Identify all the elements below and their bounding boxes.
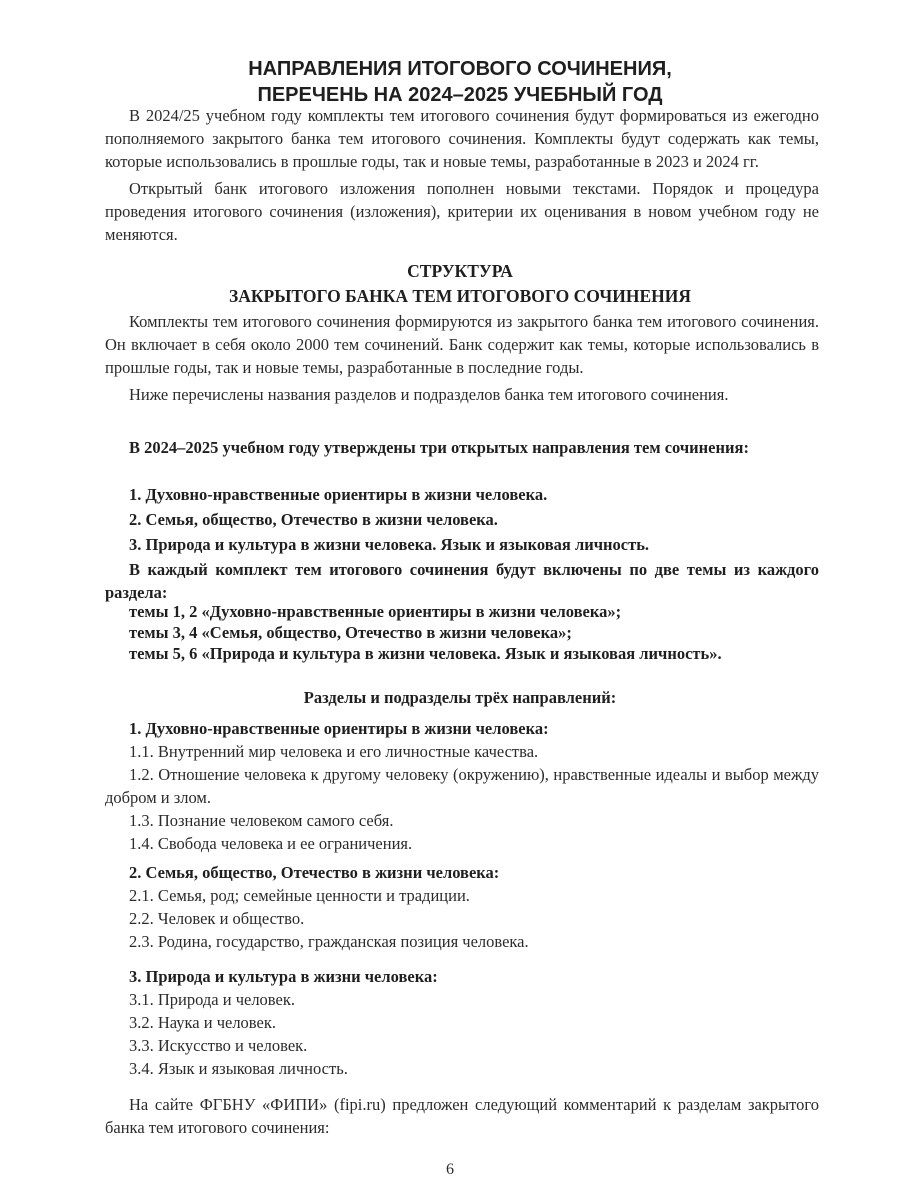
subsection-item: 3.1. Природа и человек. xyxy=(129,990,295,1009)
directions-intro xyxy=(105,436,819,459)
subsection-item: 1.1. Внутренний мир человека и его личностные качества. xyxy=(129,742,539,761)
intro-block xyxy=(105,104,819,246)
subsection-item: 2.3. Родина, государство, гражданская позиция человека. xyxy=(129,932,529,951)
subsection-item: 1.3. Познание человеком самого себя. xyxy=(129,811,394,830)
section-1-title: 1. Духовно-нравственные ориентиры в жизни человека: xyxy=(129,719,549,738)
structure-heading-line-1: СТРУКТУРА xyxy=(407,261,513,281)
intro-paragraph-1: В 2024/25 учебном году комплекты тем итогового сочинения будут формироваться из ежегодно пополняемого закрытого банка тем итогового сочинения. Комплекты будут содержать как темы, которые использовались в прошлые годы, так и новые темы, разработанные в 2023 и 2024 гг. xyxy=(105,106,819,171)
page-number: 6 xyxy=(446,1161,454,1178)
footer-block xyxy=(105,1093,819,1139)
topics-intro-text: В каждый комплект тем итогового сочинения будут включены по две темы из каждого раздела: xyxy=(105,560,819,602)
page-title-line-1: НАПРАВЛЕНИЯ ИТОГОВОГО СОЧИНЕНИЯ, xyxy=(248,58,672,80)
subsection-item: 2.2. Человек и общество. xyxy=(129,909,305,928)
structure-paragraph-1: Комплекты тем итогового сочинения формируются из закрытого банка тем итогового сочинения. Он включает в себя около 2000 тем сочинений. Банк содержит как темы, которые использовались в прошлые годы, так и новые темы, разработанные в последние годы. xyxy=(105,312,819,377)
intro-paragraph-2: Открытый банк итогового изложения пополнен новыми текстами. Порядок и процедура проведения итогового сочинения (изложения), критерии их оценивания в новом учебном году не меняются. xyxy=(105,179,819,244)
topic-line: темы 5, 6 «Природа и культура в жизни человека. Язык и языковая личность». xyxy=(129,644,722,663)
direction-item: 1. Духовно-нравственные ориентиры в жизни человека. xyxy=(129,485,548,504)
subsection-item-wrap xyxy=(105,763,819,809)
subsection-item: 2.1. Семья, род; семейные ценности и традиции. xyxy=(129,886,470,905)
topics-intro xyxy=(105,558,819,604)
subsection-item: 1.2. Отношение человека к другому человеку (окружению), нравственные идеалы и выбор между добром и злом. xyxy=(105,765,819,807)
subsection-item: 3.4. Язык и языковая личность. xyxy=(129,1059,348,1078)
direction-item: 2. Семья, общество, Отечество в жизни человека. xyxy=(129,510,498,529)
page-title-line-2: ПЕРЕЧЕНЬ НА 2024–2025 УЧЕБНЫЙ ГОД xyxy=(257,84,663,106)
subsection-item: 3.3. Искусство и человек. xyxy=(129,1036,308,1055)
direction-item: 3. Природа и культура в жизни человека. Язык и языковая личность. xyxy=(129,535,650,554)
sections-heading: Разделы и подразделы трёх направлений: xyxy=(303,688,617,707)
structure-intro-block xyxy=(105,310,819,406)
subsection-item: 1.4. Свобода человека и ее ограничения. xyxy=(129,834,413,853)
section-2-title: 2. Семья, общество, Отечество в жизни человека: xyxy=(129,863,500,882)
subsection-item: 3.2. Наука и человек. xyxy=(129,1013,276,1032)
topic-line: темы 3, 4 «Семья, общество, Отечество в жизни человека»; xyxy=(129,623,572,642)
directions-intro-text: В 2024–2025 учебном году утверждены три открытых направления тем сочинения: xyxy=(129,438,749,457)
footer-paragraph: На сайте ФГБНУ «ФИПИ» (fipi.ru) предложен следующий комментарий к разделам закрытого банка тем итогового сочинения: xyxy=(105,1095,819,1137)
structure-heading-line-2: ЗАКРЫТОГО БАНКА ТЕМ ИТОГОВОГО СОЧИНЕНИЯ xyxy=(228,286,692,306)
page-title xyxy=(110,56,810,108)
section-3-title: 3. Природа и культура в жизни человека: xyxy=(129,967,438,986)
structure-paragraph-2: Ниже перечислены названия разделов и подразделов банка тем итогового сочинения. xyxy=(129,385,729,404)
topic-line: темы 1, 2 «Духовно-нравственные ориентиры в жизни человека»; xyxy=(129,602,622,621)
structure-heading xyxy=(110,259,810,309)
